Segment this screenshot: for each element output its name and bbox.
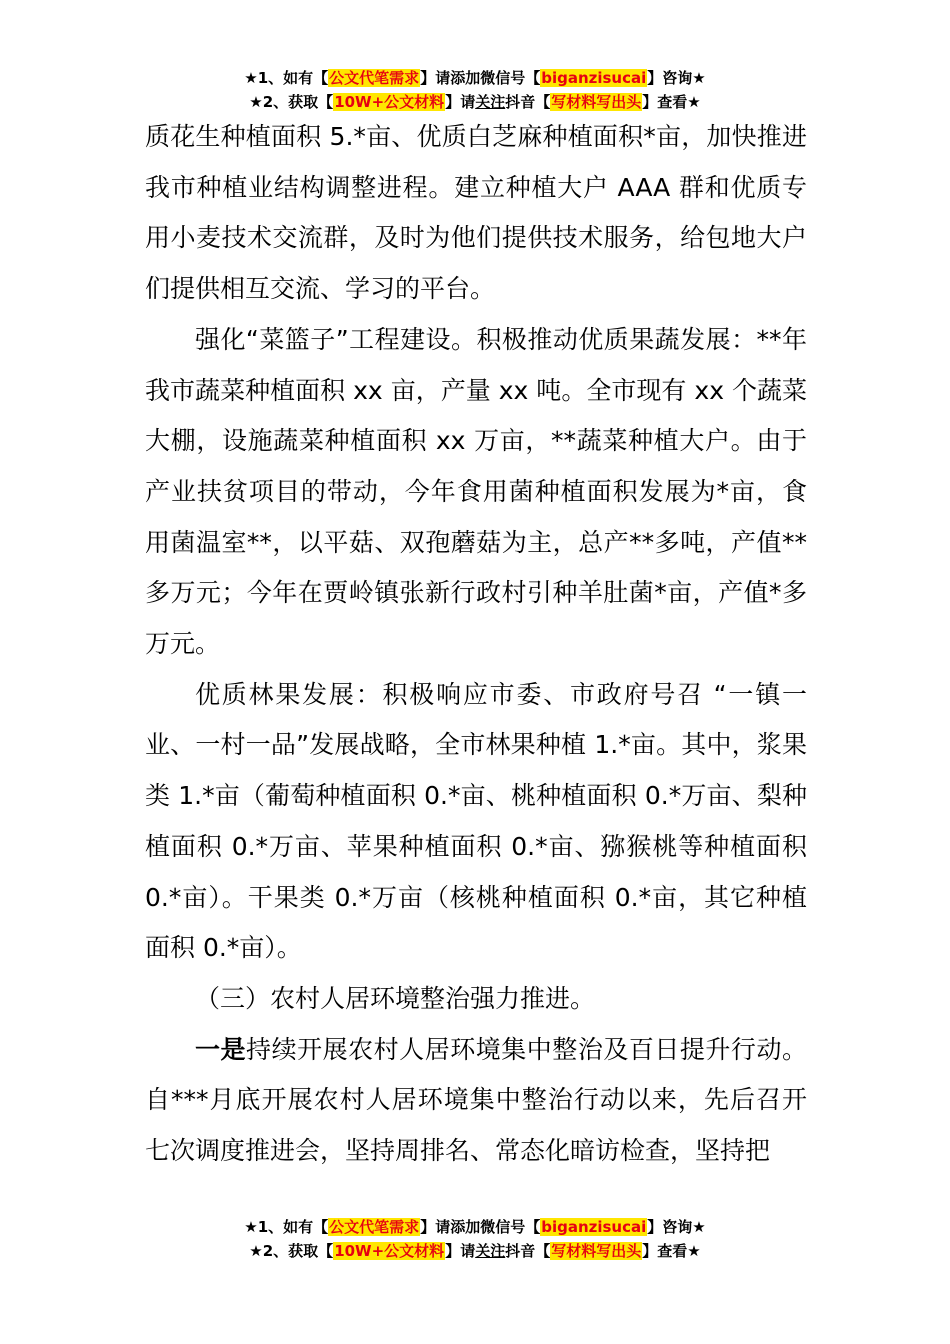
footer-banner xyxy=(0,1215,950,1263)
follow-underlined-text: 关注 xyxy=(475,1242,506,1260)
banner-highlight: 10W+公文材料 xyxy=(334,1242,445,1260)
bold-lead-text: 一是 xyxy=(195,1034,247,1064)
banner-line-2: ★2、获取【10W+公文材料】请关注抖音【写材料写出头】查看★ xyxy=(249,1242,701,1260)
banner-line-1: ★1、如有【公文代笔需求】请添加微信号【biganzisucai】咨询★ xyxy=(244,69,706,87)
follow-underlined-text: 关注 xyxy=(475,93,506,111)
banner-highlight: 10W+公文材料 xyxy=(334,93,445,111)
section-heading-rural-environment: （三）农村人居环境整治强力推进。 xyxy=(195,983,596,1013)
paragraph-rural-environment: 一是持续开展农村人居环境集中整治及百日提升行动。自***月底开展农村人居环境集中整治行动以来，先后召开七次调度推进会，坚持周排名、常态化暗访检查，坚持把 xyxy=(145,1034,807,1166)
paragraph-planting-structure: 质花生种植面积 5.*亩、优质白芝麻种植面积*亩，加快推进我市种植业结构调整进程。建立种植大户 AAA 群和优质专用小麦技术交流群，及时为他们提供技术服务，给包地大户们提供相互交流、学习的平台。 xyxy=(145,122,807,304)
banner-line-1: ★1、如有【公文代笔需求】请添加微信号【biganzisucai】咨询★ xyxy=(244,1218,706,1236)
header-banner xyxy=(0,66,950,114)
banner-line-2: ★2、获取【10W+公文材料】请关注抖音【写材料写出头】查看★ xyxy=(249,93,701,111)
wechat-id-highlight: biganzisucai xyxy=(541,69,647,87)
banner-highlight: 公文代笔需求 xyxy=(329,1218,420,1236)
document-body xyxy=(145,112,807,1177)
wechat-id-highlight: biganzisucai xyxy=(541,1218,647,1236)
paragraph-fruit-forestry: 优质林果发展：积极响应市委、市政府号召 “一镇一业、一村一品”发展战略，全市林果种植 1.*亩。其中，浆果类 1.*亩（葡萄种植面积 0.*亩、桃种植面积 0.*万亩、梨种植面积 0.*万亩、苹果种植面积 0.*亩、猕猴桃等种植面积 0.*亩）。干果类 0.*万亩（核桃种植面积 0.*亩，其它种植面积 0.*亩）。 xyxy=(145,679,807,963)
paragraph-vegetable-basket: 强化“菜篮子”工程建设。积极推动优质果蔬发展：**年我市蔬菜种植面积 xx 亩，产量 xx 吨。全市现有 xx 个蔬菜大棚，设施蔬菜种植面积 xx 万亩，**蔬菜种植大户。由于产业扶贫项目的带动，今年食用菌种植面积发展为*亩，食用菌温室**，以平菇、双孢蘑菇为主，总产**多吨，产值**多万元；今年在贾岭镇张新行政村引种羊肚菌*亩，产值*多万元。 xyxy=(145,324,807,659)
banner-highlight: 公文代笔需求 xyxy=(329,69,420,87)
douyin-account-highlight: 写材料写出头 xyxy=(551,1242,642,1260)
douyin-account-highlight: 写材料写出头 xyxy=(551,93,642,111)
